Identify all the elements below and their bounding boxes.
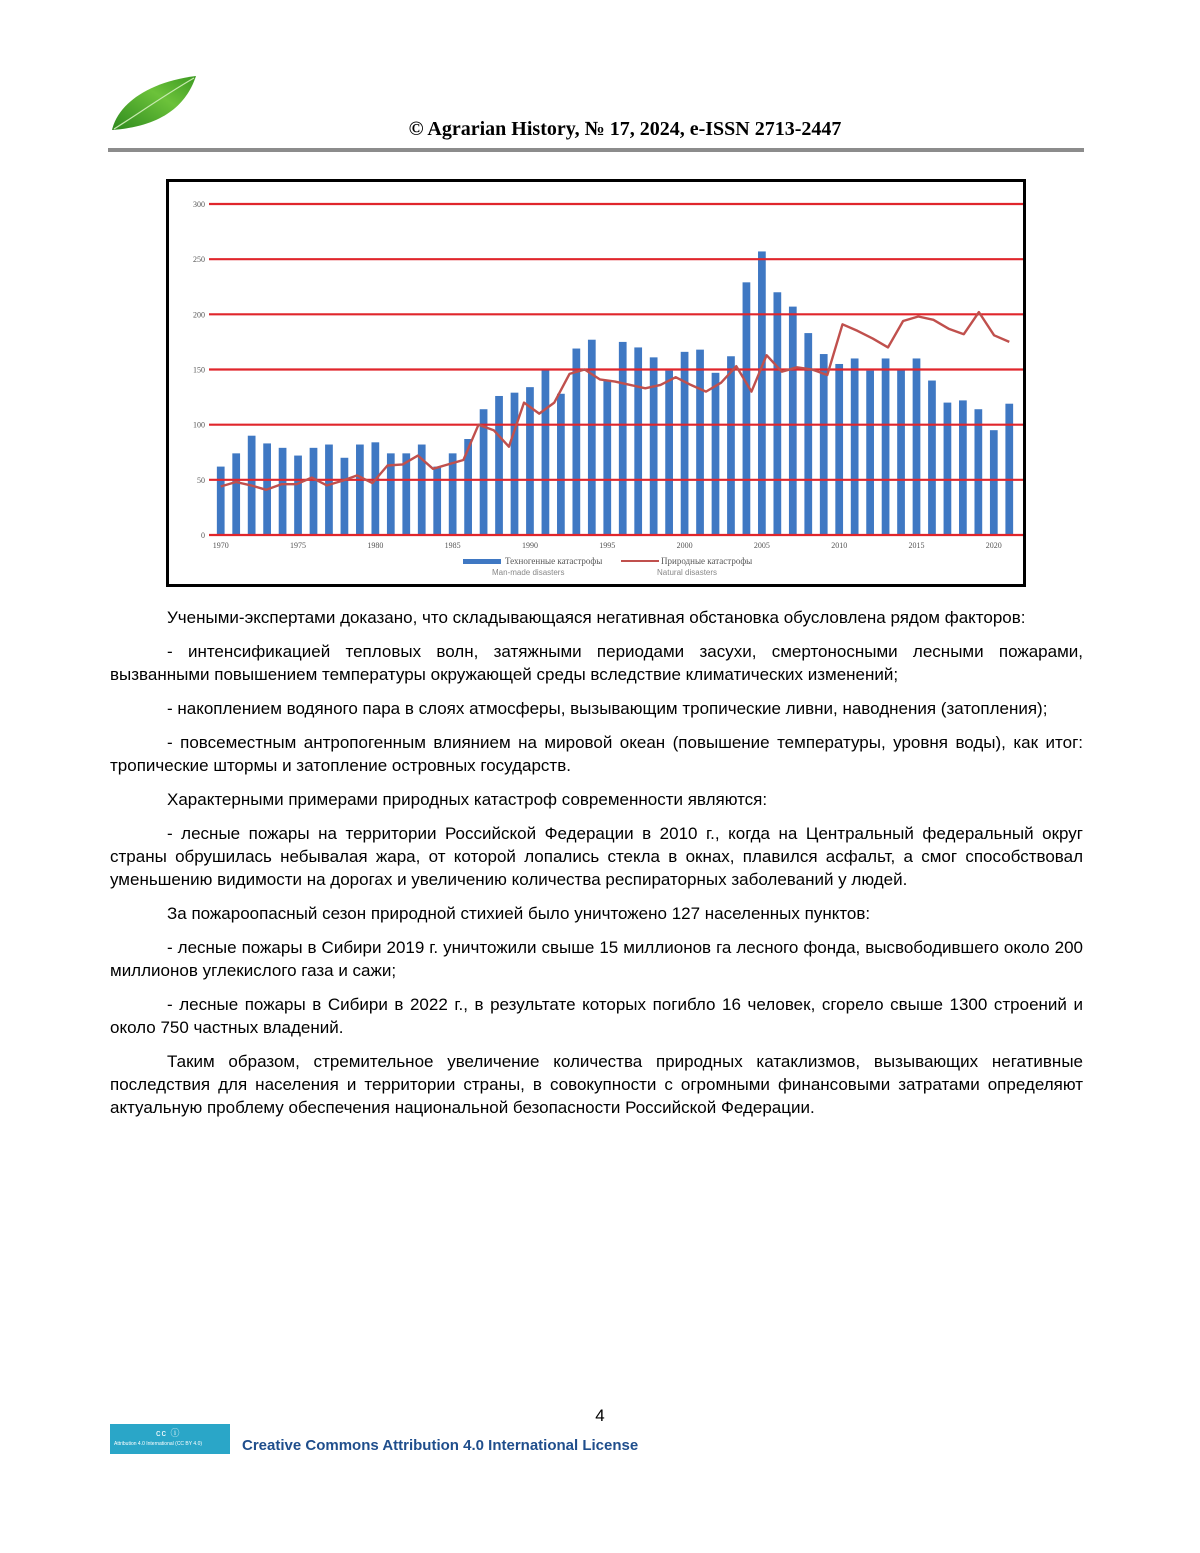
bar (495, 396, 503, 535)
paragraph: - лесные пожары в Сибири 2019 г. уничтожили свыше 15 миллионов га лесного фонда, высвободившего около 200 миллионов углекислого газа и сажи; (110, 938, 1083, 980)
bar (557, 394, 565, 535)
bar (913, 358, 921, 535)
x-tick-label: 2005 (753, 541, 770, 550)
bar (279, 448, 287, 535)
paragraph: - повсеместным антропогенным влиянием на мировой океан (повышение температуры, уровня воды), как итог: тропические штормы и затопление островных государств. (110, 733, 1083, 775)
bar (232, 453, 240, 535)
bar (696, 350, 704, 535)
x-tick-label: 1990 (521, 541, 538, 550)
header-divider (108, 148, 1084, 152)
bar (866, 371, 874, 535)
legend-swatch-man-made (463, 559, 501, 564)
bar (789, 307, 797, 535)
bar (804, 333, 812, 535)
bar (944, 403, 952, 535)
bar (990, 430, 998, 535)
legend-label-natural: Природные катастрофы (661, 556, 753, 566)
journal-header-title: © Agrarian History, № 17, 2024, e-ISSN 2713-2447 (408, 118, 842, 140)
bar (959, 400, 967, 535)
bar (449, 453, 457, 535)
bar (851, 358, 859, 535)
bar (371, 442, 379, 535)
bar (820, 354, 828, 535)
x-tick-label: 1980 (367, 541, 384, 550)
cc-license-badge[interactable] (110, 1424, 230, 1454)
paragraph: - лесные пожары в Сибири в 2022 г., в результате которых погибло 16 человек, сгорело свыше 1300 строений и около 750 частных владений. (110, 995, 1083, 1037)
cc-badge-text: Attribution 4.0 International (CC BY 4.0) (114, 1441, 203, 1447)
bar (758, 251, 766, 535)
natural-disasters-line (221, 312, 1010, 490)
legend-label-man-made: Техногенные катастрофы (505, 556, 603, 566)
page-number: 4 (595, 1406, 605, 1425)
bar (341, 458, 349, 535)
paragraph: - накоплением водяного пара в слоях атмосферы, вызывающим тропические ливни, наводнения (затопления); (167, 699, 1048, 718)
legend-sublabel-man-made: Man-made disasters (492, 568, 565, 577)
bar (727, 356, 735, 535)
bar (310, 448, 318, 535)
bar (650, 357, 658, 535)
bar (665, 371, 673, 535)
y-tick-label: 300 (193, 200, 205, 209)
bar (712, 373, 720, 535)
y-tick-label: 200 (193, 310, 205, 320)
bar (974, 409, 982, 535)
bar (294, 456, 302, 535)
y-tick-label: 100 (193, 420, 205, 430)
paragraph: Характерными примерами природных катастроф современности являются: (167, 790, 768, 809)
bar (897, 370, 905, 536)
bar (402, 453, 410, 535)
bar (619, 342, 627, 535)
bar (511, 393, 519, 535)
bar (743, 282, 751, 535)
paragraph: - интенсификацией тепловых волн, затяжными периодами засухи, смертоносными лесными пожарами, вызванными повышением температуры окружающей среды вследствие климатических изменений; (110, 642, 1083, 684)
article-body (110, 606, 1083, 1130)
bar (773, 292, 781, 535)
x-tick-label: 1975 (290, 541, 307, 550)
x-tick-label: 2000 (676, 541, 693, 550)
license-link[interactable]: Creative Commons Attribution 4.0 International License (242, 1437, 639, 1454)
bar (603, 381, 611, 535)
bar (882, 358, 890, 535)
bar (433, 467, 441, 535)
y-tick-label: 250 (193, 255, 205, 265)
x-tick-label: 2015 (908, 541, 925, 550)
x-tick-label: 2020 (985, 541, 1002, 550)
bar (835, 364, 843, 535)
x-tick-label: 1985 (444, 541, 461, 550)
bar (634, 347, 642, 535)
bar (217, 467, 225, 535)
y-tick-label: 50 (197, 475, 205, 485)
x-tick-label: 1970 (212, 541, 229, 550)
bar (325, 445, 333, 535)
paragraph: - лесные пожары на территории Российской Федерации в 2010 г., когда на Центральный федеральный округ страны обрушилась небывалая жара, от которой лопались стекла в окнах, плавился асфальт, а смог способствовал уменьшению видимости на дорогах и увеличению количества респираторных заболеваний у людей. (110, 824, 1083, 889)
legend-sublabel-natural: Natural disasters (657, 568, 718, 577)
x-tick-label: 2010 (831, 541, 848, 550)
paragraph: Таким образом, стремительное увеличение количества природных катаклизмов, вызывающих негативные последствия для населения и территории страны, в совокупности с огромными финансовыми затратами определяют актуальную проблему обеспечения национальной безопасности Российской Федерации. (110, 1052, 1083, 1117)
cc-by-icon: cc ⓘ (156, 1428, 181, 1438)
x-tick-label: 1995 (599, 541, 616, 550)
y-tick-label: 0 (201, 531, 205, 540)
chart-svg (169, 182, 1023, 584)
bar (928, 381, 936, 535)
bar (572, 349, 580, 535)
disasters-chart (166, 179, 1026, 587)
paragraph: За пожароопасный сезон природной стихией было уничтожено 127 населенных пунктов: (167, 904, 871, 923)
bar (356, 445, 364, 535)
bar (1005, 404, 1013, 535)
paragraph: Учеными-экспертами доказано, что складывающаяся негативная обстановка обусловлена рядом факторов: (167, 608, 1026, 627)
bar (542, 370, 550, 536)
y-tick-label: 150 (193, 365, 205, 375)
